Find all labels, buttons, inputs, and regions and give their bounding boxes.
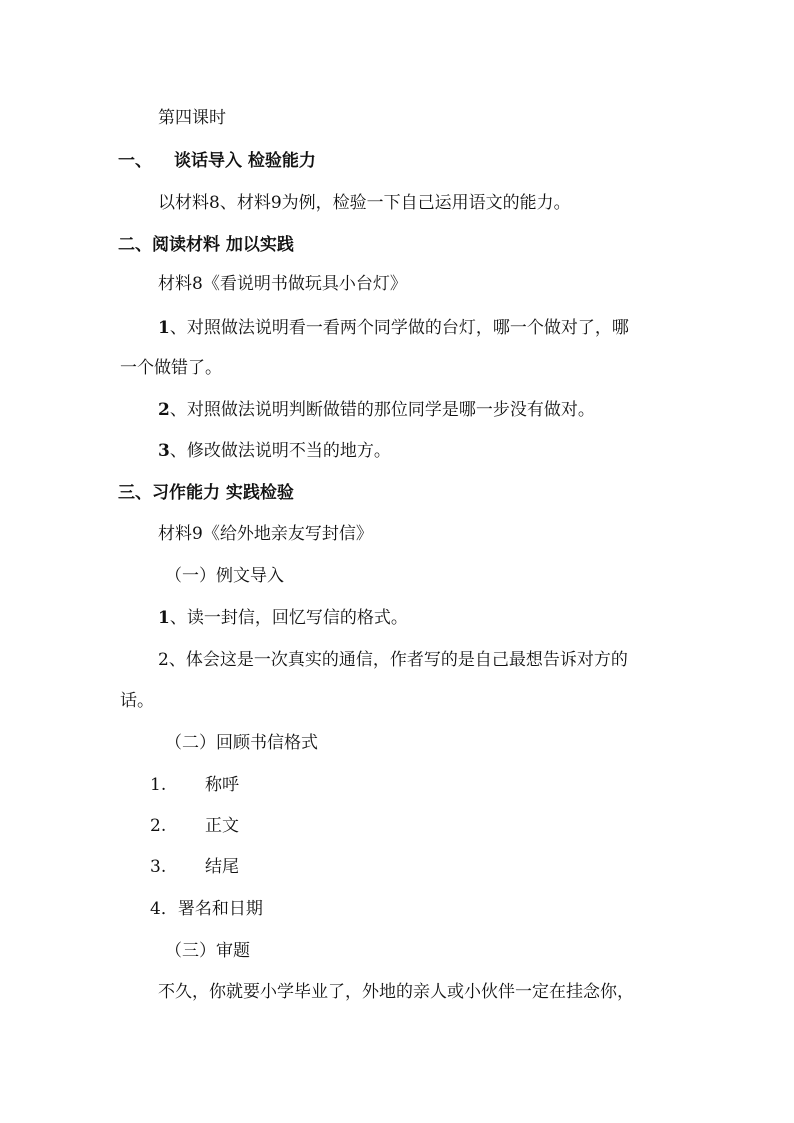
format-item-1-text: 称呼 xyxy=(205,775,239,795)
item-text: 、修改做法说明不当的地方。 xyxy=(169,441,391,461)
part1-item2-line1: 2、体会这是一次真实的通信，作者写的是自己最想告诉对方的 xyxy=(158,650,628,670)
format-item-4: 4．署名和日期 xyxy=(150,899,263,919)
section2-item2 xyxy=(158,398,595,422)
section1-heading xyxy=(118,149,316,173)
item-number: 3 xyxy=(158,441,170,461)
item-text: 、读一封信，回忆写信的格式。 xyxy=(169,608,408,628)
section2-item1-cont: 一个做错了。 xyxy=(120,358,222,378)
part3-title: （三）审题 xyxy=(165,941,250,961)
section2-heading: 二、阅读材料 加以实践 xyxy=(118,235,294,255)
item-number: 1 xyxy=(158,318,170,338)
part2-title: （二）回顾书信格式 xyxy=(165,733,318,753)
item-text: 、对照做法说明看一看两个同学做的台灯，哪一个做对了，哪 xyxy=(169,318,629,338)
format-item-3-text: 结尾 xyxy=(205,857,239,877)
material9-title: 材料9《给外地亲友写封信》 xyxy=(158,524,373,544)
item-number: 2 xyxy=(158,400,170,420)
material8-title: 材料8《看说明书做玩具小台灯》 xyxy=(158,274,407,294)
part3-body: 不久，你就要小学毕业了，外地的亲人或小伙伴一定在挂念你， xyxy=(158,982,634,1002)
part1-title: （一）例文导入 xyxy=(165,566,284,586)
item-number: 1 xyxy=(158,608,170,628)
format-item-3-number: 3. xyxy=(150,857,167,877)
section1-title: 谈话导入 检验能力 xyxy=(174,151,316,171)
section2-item3 xyxy=(158,439,391,463)
format-item-1-number: 1. xyxy=(150,775,167,795)
part1-item2-line2: 话。 xyxy=(120,691,154,711)
lesson-title: 第四课时 xyxy=(158,108,226,128)
section3-heading: 三、习作能力 实践检验 xyxy=(118,483,294,503)
format-item-2-number: 2. xyxy=(150,816,167,836)
section1-body: 以材料8、材料9为例，检验一下自己运用语文的能力。 xyxy=(158,193,571,213)
part1-item1 xyxy=(158,606,408,630)
section2-item1 xyxy=(158,316,629,340)
item-text: 、对照做法说明判断做错的那位同学是哪一步没有做对。 xyxy=(169,400,595,420)
section1-number: 一、 xyxy=(118,151,152,171)
format-item-2-text: 正文 xyxy=(205,816,239,836)
